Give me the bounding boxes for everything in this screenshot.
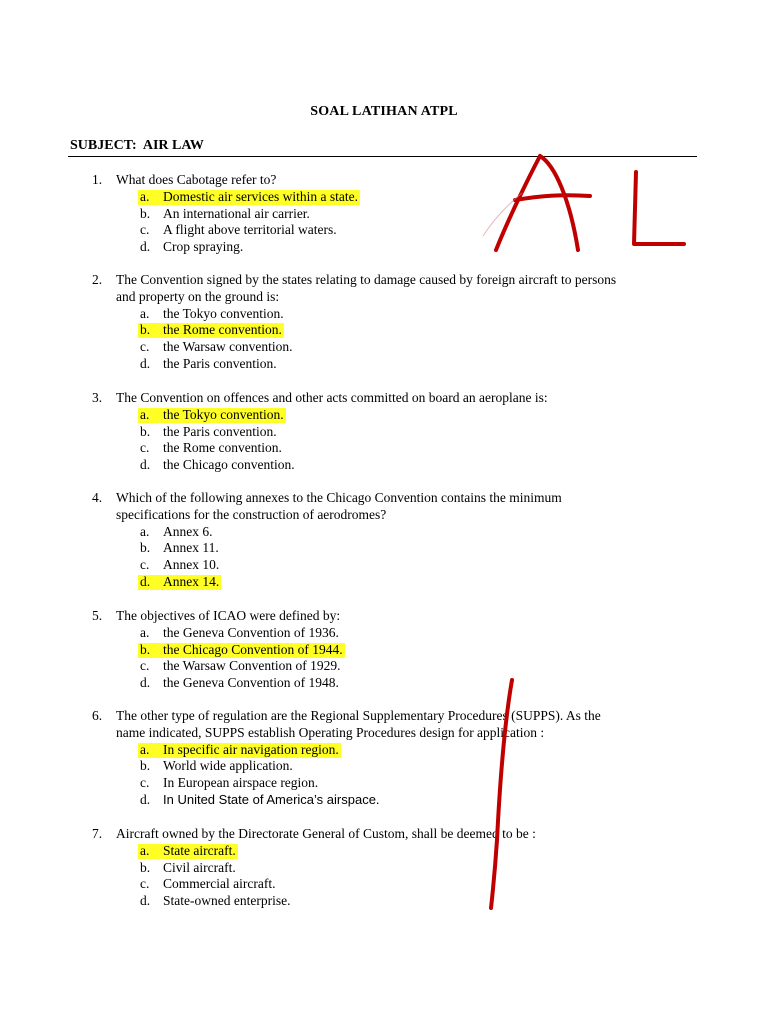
option-letter: a. [140, 842, 150, 858]
answer-option-c [0, 658, 768, 675]
question-text: The Convention signed by the states relating to damage caused by foreign aircraft to persons [116, 272, 617, 287]
option-letter: b. [140, 758, 151, 774]
option-letter: b. [140, 540, 151, 556]
option-text: In specific air navigation region. [163, 741, 339, 757]
option-letter: c. [140, 222, 150, 238]
question-text: The objectives of ICAO were defined by: [116, 608, 341, 623]
answer-option-b [0, 860, 768, 877]
option-text: the Rome convention. [163, 440, 282, 456]
option-text: the Tokyo convention. [163, 406, 284, 422]
option-text: the Chicago Convention of 1944. [163, 641, 343, 657]
question-text: Which of the following annexes to the Chicago Convention contains the minimum [116, 490, 562, 505]
option-text: the Geneva Convention of 1948. [163, 675, 339, 691]
answer-option-a [0, 524, 768, 541]
answer-option-b [0, 758, 768, 775]
option-letter: a. [140, 741, 150, 757]
question-text: name indicated, SUPPS establish Operating Procedures design for application : [116, 724, 545, 740]
answer-option-d [0, 574, 768, 591]
option-text: Annex 6. [163, 523, 213, 539]
option-letter: d. [140, 573, 151, 589]
question-7 [0, 826, 768, 910]
answer-option-d [0, 893, 768, 910]
option-text: Annex 11. [163, 540, 219, 556]
question-line [0, 172, 768, 189]
answer-option-d [0, 239, 768, 256]
answer-option-b [0, 424, 768, 441]
option-letter: d. [140, 239, 151, 255]
option-text: the Paris convention. [163, 423, 277, 439]
option-letter: c. [140, 775, 150, 791]
answer-option-c [0, 876, 768, 893]
subject-heading: SUBJECT: AIR LAW [70, 138, 204, 153]
option-text: the Geneva Convention of 1936. [163, 624, 339, 640]
option-text: In European airspace region. [163, 775, 319, 791]
option-letter: b. [140, 322, 151, 338]
question-number: 7. [92, 826, 103, 841]
option-letter: a. [140, 523, 150, 539]
option-letter: d. [140, 675, 151, 691]
answer-option-a [0, 189, 768, 206]
option-letter: d. [140, 791, 151, 807]
question-5 [0, 608, 768, 692]
option-text: An international air carrier. [163, 205, 310, 221]
question-line [0, 708, 768, 725]
option-text: Annex 14. [163, 573, 220, 589]
question-line [0, 390, 768, 407]
heading-rule [68, 156, 697, 157]
answer-option-d [0, 457, 768, 474]
option-letter: c. [140, 339, 150, 355]
answer-option-d [0, 356, 768, 373]
option-letter: d. [140, 355, 151, 371]
option-text: State aircraft. [163, 842, 236, 858]
option-text: World wide application. [163, 758, 293, 774]
option-letter: c. [140, 557, 150, 573]
option-text: the Tokyo convention. [163, 305, 284, 321]
question-number: 4. [92, 490, 103, 505]
question-number: 5. [92, 608, 103, 623]
question-number: 1. [92, 172, 103, 187]
option-text: Annex 10. [163, 557, 220, 573]
option-text: the Paris convention. [163, 355, 277, 371]
question-3 [0, 390, 768, 474]
option-letter: a. [140, 305, 150, 321]
document-title: SOAL LATIHAN ATPL [310, 104, 458, 119]
answer-option-c [0, 775, 768, 792]
question-text: The other type of regulation are the Regional Supplementary Procedures (SUPPS). As the [116, 708, 601, 723]
option-letter: a. [140, 624, 150, 640]
question-line [0, 507, 768, 524]
option-text: Domestic air services within a state. [163, 188, 358, 204]
answer-option-a [0, 407, 768, 424]
question-line [0, 608, 768, 625]
answer-option-b [0, 540, 768, 557]
option-text: Civil aircraft. [163, 859, 236, 875]
option-text: the Warsaw Convention of 1929. [163, 658, 341, 674]
question-text: specifications for the construction of aerodromes? [116, 506, 387, 522]
option-letter: a. [140, 406, 150, 422]
question-text: What does Cabotage refer to? [116, 172, 277, 187]
answer-option-c [0, 339, 768, 356]
question-number: 2. [92, 272, 103, 287]
question-text: Aircraft owned by the Directorate General of Custom, shall be deemed to be : [116, 826, 536, 841]
option-letter: b. [140, 205, 151, 221]
answer-option-a [0, 306, 768, 323]
option-text: Commercial aircraft. [163, 876, 276, 892]
option-letter: c. [140, 658, 150, 674]
option-text: the Warsaw convention. [163, 339, 293, 355]
option-text: the Chicago convention. [163, 457, 295, 473]
option-letter: b. [140, 423, 151, 439]
question-text: and property on the ground is: [116, 288, 280, 304]
answer-option-d [0, 792, 768, 809]
question-line [0, 272, 768, 289]
option-text: In United State of America’s airspace. [163, 791, 380, 807]
option-text: A flight above territorial waters. [163, 222, 337, 238]
answer-option-b [0, 206, 768, 223]
question-line [0, 725, 768, 742]
answer-option-c [0, 557, 768, 574]
answer-option-a [0, 843, 768, 860]
question-line [0, 826, 768, 843]
option-letter: c. [140, 876, 150, 892]
option-text: State-owned enterprise. [163, 893, 291, 909]
option-letter: c. [140, 440, 150, 456]
option-letter: b. [140, 641, 151, 657]
answer-option-d [0, 675, 768, 692]
option-text: the Rome convention. [163, 322, 282, 338]
option-letter: a. [140, 188, 150, 204]
answer-option-a [0, 742, 768, 759]
option-letter: b. [140, 859, 151, 875]
answer-option-b [0, 642, 768, 659]
question-6 [0, 708, 768, 809]
option-text: Crop spraying. [163, 239, 244, 255]
answer-option-c [0, 440, 768, 457]
answer-option-b [0, 322, 768, 339]
answer-option-c [0, 222, 768, 239]
question-2 [0, 272, 768, 373]
question-4 [0, 490, 768, 591]
question-number: 3. [92, 390, 103, 405]
question-number: 6. [92, 708, 103, 723]
question-text: The Convention on offences and other acts committed on board an aeroplane is: [116, 390, 548, 405]
question-line [0, 490, 768, 507]
option-letter: d. [140, 457, 151, 473]
question-1 [0, 172, 768, 256]
answer-option-a [0, 625, 768, 642]
question-line [0, 289, 768, 306]
option-letter: d. [140, 893, 151, 909]
